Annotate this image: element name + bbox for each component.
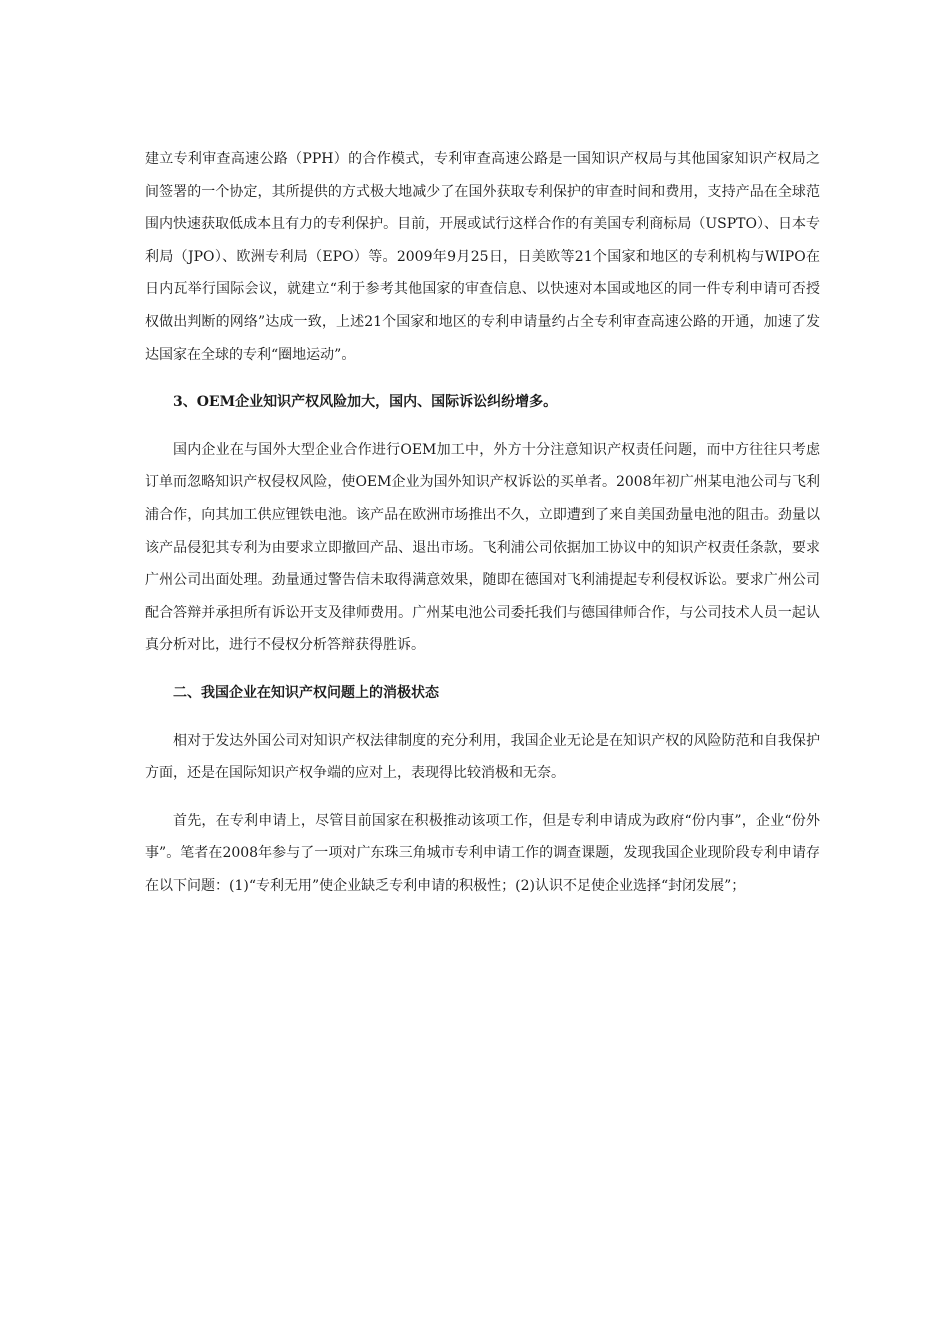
- paragraph-passive-summary: 相对于发达外国公司对知识产权法律制度的充分利用，我国企业无论是在知识产权的风险防范和自我保护方面，还是在国际知识产权争端的应对上，表现得比较消极和无奈。: [145, 732, 820, 782]
- heading-passive-state: 二、我国企业在知识产权问题上的消极状态: [173, 684, 439, 701]
- heading-oem-risk: 3、OEM企业知识产权风险加大，国内、国际诉讼纠纷增多。: [173, 394, 558, 411]
- document-body: [145, 143, 820, 902]
- paragraph-oem-case: 国内企业在与国外大型企业合作进行OEM加工中，外方十分注意知识产权责任问题，而中方往往只考虑订单而忽略知识产权侵权风险，使OEM企业为国外知识产权诉讼的买单者。2008年初广州某电池公司与飞利浦合作，向其加工供应锂铁电池。该产品在欧洲市场推出不久，立即遭到了来自美国劲量电池的阻击。劲量以该产品侵犯其专利为由要求立即撤回产品、退出市场。飞利浦公司依据加工协议中的知识产权责任条款，要求广州公司出面处理。劲量通过警告信未取得满意效果，随即在德国对飞利浦提起专利侵权诉讼。要求广州公司配合答辩并承担所有诉讼开支及律师费用。广州某电池公司委托我们与德国律师合作，与公司技术人员一起认真分析对比，进行不侵权分析答辩获得胜诉。: [145, 441, 820, 654]
- paragraph-pph-cooperation: 建立专利审查高速公路（PPH）的合作模式，专利审查高速公路是一国知识产权局与其他国家知识产权局之间签署的一个协定，其所提供的方式极大地减少了在国外获取专利保护的审查时间和费用，支持产品在全球范围内快速获取低成本且有力的专利保护。目前，开展或试行这样合作的有美国专利商标局（USPTO）、日本专利局（JPO）、欧洲专利局（EPO）等。2009年9月25日，日美欧等21个国家和地区的专利机构与WIPO在日内瓦举行国际会议，就建立“利于参考其他国家的审查信息、以快速对本国或地区的同一件专利申请可否授权做出判断的网络”达成一致，上述21个国家和地区的专利申请量约占全专利审查高速公路的开通，加速了发达国家在全球的专利“圈地运动”。: [145, 151, 820, 363]
- paragraph-patent-application: 首先，在专利申请上，尽管目前国家在积极推动该项工作，但是专利申请成为政府“份内事”，企业“份外事”。笔者在2008年参与了一项对广东珠三角城市专利申请工作的调查课题，发现我国企业现阶段专利申请存在以下问题：(1)“专利无用”使企业缺乏专利申请的积极性；(2)认识不足使企业选择“封闭发展”；: [145, 812, 820, 894]
